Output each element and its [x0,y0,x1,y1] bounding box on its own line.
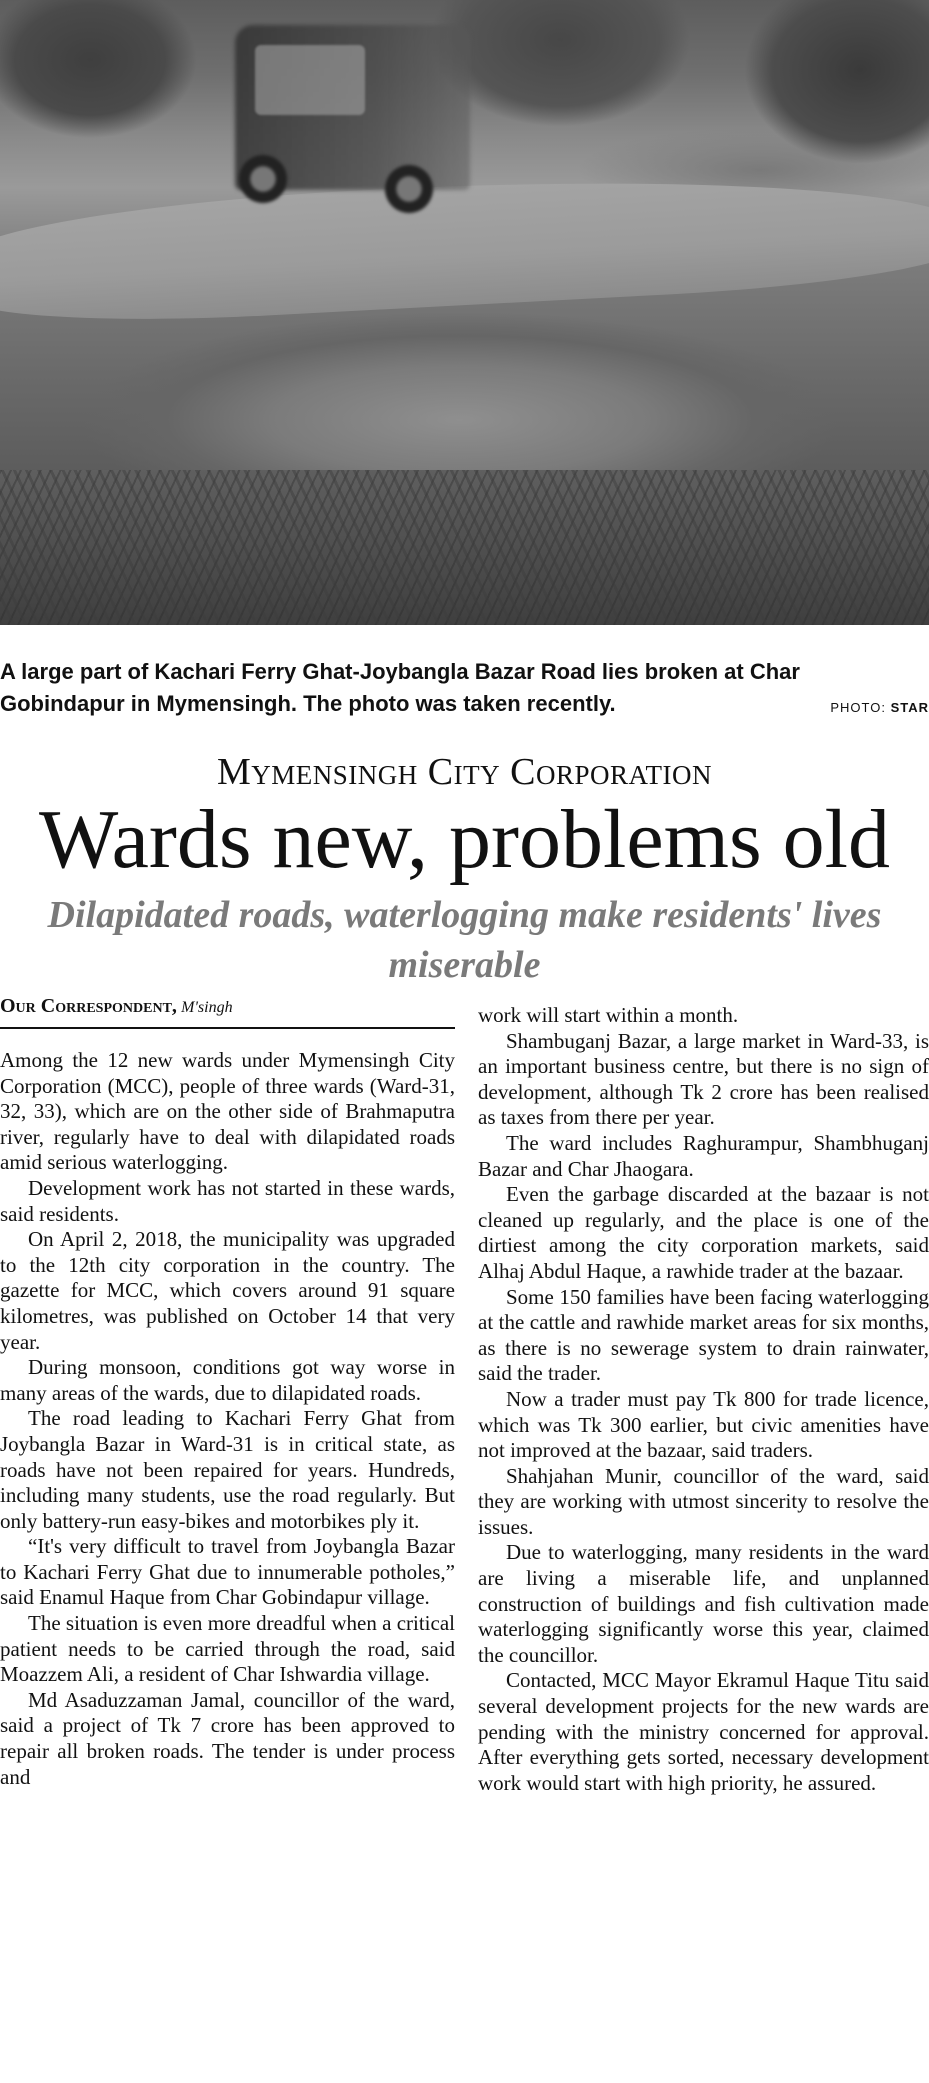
photo-easy-bike [235,25,495,200]
paragraph: During monsoon, conditions got way worse in many areas of the wards, due to dilapidated roads. [0,1355,455,1405]
photo-credit-source: STAR [890,700,929,715]
photo-credit-label: PHOTO: [830,700,886,715]
paragraph: Shambuganj Bazar, a large market in Ward-33, is an important business centre, but there is no sign of development, although Tk 2 crore has been realised as taxes from there per year. [478,1028,929,1130]
paragraph: Due to waterlogging, many residents in the ward are living a miserable life, and unplanned construction of buildings and fish cultivation made waterlogging significantly worse this year, claimed the councillor. [478,1540,929,1667]
article-column-2 [478,1003,929,1796]
photo-caption [0,656,929,720]
paragraph: The road leading to Kachari Ferry Ghat from Joybangla Bazar in Ward-31 is in critical state, as roads have not been repaired for years. Hundreds, including many students, use the road regularly. But only battery-run easy-bikes and motorbikes ply it. [0,1406,455,1533]
article-subhead: Dilapidated roads, waterlogging make residents' lives miserable [47,894,882,986]
paragraph: Development work has not started in these wards, said residents. [0,1175,455,1226]
article-column-1 [0,1048,455,1790]
paragraph: On April 2, 2018, the municipality was upgraded to the 12th city corporation in the country. The gazette for MCC, which covers around 91 square kilometres, was published on October 14 that very year. [0,1227,455,1354]
paragraph: Now a trader must pay Tk 800 for trade licence, which was Tk 300 earlier, but civic amenities have not improved at the bazaar, said traders. [478,1386,929,1463]
byline [0,995,455,1018]
paragraph-continuation: work will start within a month. [478,1003,739,1027]
paragraph: The situation is even more dreadful when a critical patient needs to be carried through the road, said Moazzem Ali, a resident of Char Ishwardia village. [0,1611,455,1687]
paragraph: “It's very difficult to travel from Joybangla Bazar to Kachari Ferry Ghat due to innumerable potholes,” said Enamul Haque from Char Gobindapur village. [0,1534,455,1610]
paragraph: Among the 12 new wards under Mymensingh City Corporation (MCC), people of three wards (Ward-31, 32, 33), which are on the other side of Brahmaputra river, regularly have to deal with dilapidated roads amid serious waterlogging. [0,1048,455,1175]
article-headline: Wards new, problems old [39,793,890,886]
photo-caption-line-2: Gobindapur in Mymensingh. The photo was taken recently. [0,691,616,716]
paragraph: The ward includes Raghurampur, Shambhuganj Bazar and Char Jhaogara. [478,1130,929,1181]
paragraph: Some 150 families have been facing waterlogging at the cattle and rawhide market areas for six months, as there is no sewerage system to drain rainwater, said the trader. [478,1284,929,1386]
section-kicker: Mymensingh City Corporation [217,751,712,793]
paragraph: Shahjahan Munir, councillor of the ward, said they are working with utmost sincerity to resolve the issues. [478,1463,929,1539]
photo-grass [0,470,929,625]
byline-location: M'singh [181,999,233,1016]
road-photo [0,0,929,625]
paragraph: Even the garbage discarded at the bazaar is not cleaned up regularly, and the place is one of the dirtiest among the city corporation markets, said Alhaj Abdul Haque, a rawhide trader at the bazaar. [478,1182,929,1283]
paragraph: Contacted, MCC Mayor Ekramul Haque Titu said several development projects for the new wards are pending with the ministry concerned for approval. After everything gets sorted, necessary development work would start with high priority, he assured. [478,1668,929,1795]
paragraph: Md Asaduzzaman Jamal, councillor of the ward, said a project of Tk 7 crore has been approved to repair all broken roads. The tender is under process and [0,1687,455,1789]
byline-author: Our Correspondent, [0,995,177,1017]
byline-divider [0,1027,455,1029]
photo-credit [830,700,929,715]
photo-caption-line-1: A large part of Kachari Ferry Ghat-Joybangla Bazar Road lies broken at Char [0,659,800,684]
